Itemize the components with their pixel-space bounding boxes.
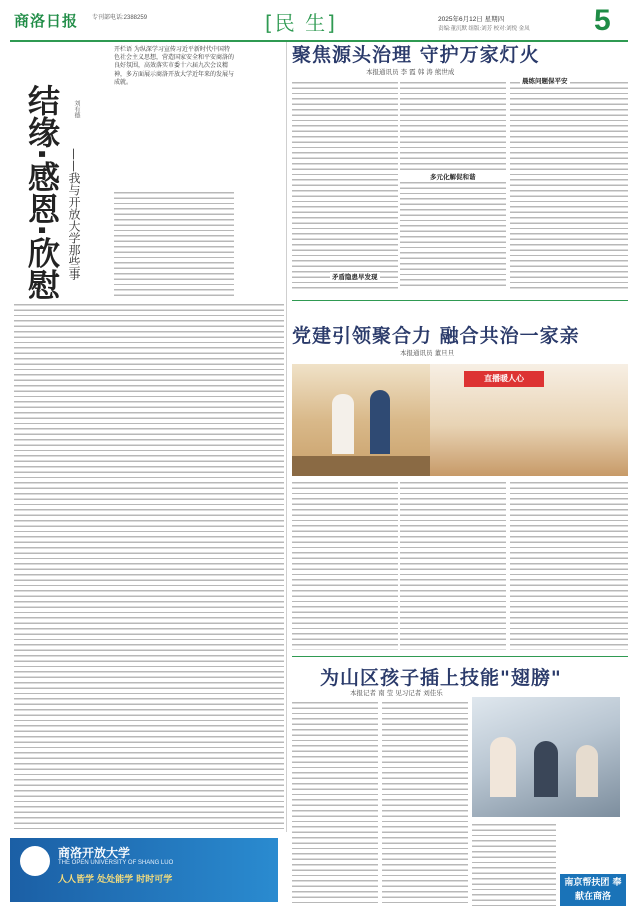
editor-credits: 责编:董沉默 组版:刘芳 校对:刘悦 金凤: [438, 26, 530, 32]
corner-ad: 南京帮扶团 奉献在商洛: [560, 874, 626, 906]
newspaper-name: 商洛日报: [14, 13, 79, 30]
column-intro: [114, 46, 234, 184]
page-number: 5: [594, 4, 611, 37]
body-text: [114, 190, 234, 300]
headline-bottom: 为山区孩子插上技能"翅膀": [320, 667, 562, 689]
body-text: [400, 80, 506, 172]
column-divider: [286, 42, 287, 832]
body-text: [292, 80, 398, 290]
byline-top: 本报通讯员 李 霞 韩 涛 熊世成: [366, 68, 455, 76]
body-text: [472, 822, 556, 906]
body-text: [510, 480, 628, 650]
section-rule: [292, 656, 628, 657]
body-text: [292, 700, 378, 906]
section-title: [民 生]: [265, 11, 337, 35]
left-article-title: 结缘·感恩·欣慰: [23, 84, 61, 301]
news-photo: [472, 697, 620, 817]
body-text: [510, 80, 628, 290]
byline-middle: 本报通讯员 董旦旦: [400, 349, 455, 357]
headline-top: 聚焦源头治理 守护万家灯火: [292, 44, 540, 66]
body-text: [292, 480, 398, 650]
section-rule: [292, 300, 628, 301]
body-text: [400, 480, 506, 650]
photo-banner: 直播暖人心: [464, 371, 544, 387]
university-name: 商洛开放大学: [58, 846, 131, 860]
university-slogan: 人人皆学 处处能学 时时可学: [58, 875, 173, 885]
byline-bottom: 本报记者 南 莹 见习记者 刘佳乐: [350, 689, 443, 697]
university-english-name: THE OPEN UNIVERSITY OF SHANG LUO: [58, 860, 174, 866]
university-logo-icon: [20, 846, 50, 876]
subhead: 多元化解促和谐: [430, 173, 476, 181]
left-article-subtitle: ——我与开放大学那些事: [67, 148, 81, 280]
body-text: [382, 700, 468, 906]
body-text: [14, 302, 284, 832]
subhead: 矛盾隐患早发现: [332, 273, 378, 281]
body-text: [400, 180, 506, 290]
newspaper-meta: 专刊部电话:2388259: [92, 15, 148, 21]
subhead: 晨练问题保平安: [522, 77, 568, 85]
intro-text: 开栏语 为纵深学习宣传习近平新时代中国特色社会主义思想，营造国家安全和平安商洛的良好氛围，高效落实市委十六届九次会议精神，多方面展示商洛开放大学近年来的发展与成就。: [114, 46, 235, 86]
university-ad: [10, 838, 278, 902]
issue-date: 2025年6月12日 星期四: [438, 16, 505, 23]
headline-middle: 党建引领聚合力 融合共治一家亲: [292, 325, 580, 347]
news-photo: [292, 364, 430, 476]
left-article-author: 刘有德: [73, 100, 80, 118]
